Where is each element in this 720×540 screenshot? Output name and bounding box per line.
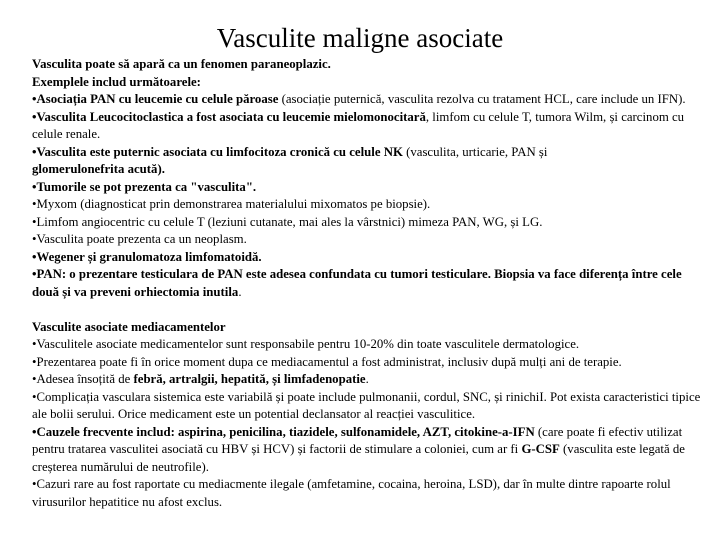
bullet-item: •Vasculita este puternic asociata cu limfocitoza cronică cu celule NK (vasculita, urticarie, PAN și glomerulonefrita acută). (32, 144, 548, 176)
bullet-item: •PAN: o prezentare testiculara de PAN este adesea confundata cu tumori testiculare. Biopsia va face diferența între cele două și va preveni orhiectomia inutila. (32, 267, 682, 299)
intro-line: Exemplele includ următoarele: (32, 74, 201, 89)
bullet-item: •Wegener și granulomatoza limfomatoidă. (32, 249, 262, 264)
bullet-item: •Adesea însoțită de febră, artralgii, hepatită, și limfadenopatie. (32, 372, 369, 386)
bullet-item: •Vasculita poate prezenta ca un neoplasm. (32, 232, 247, 246)
intro-line: Vasculita poate să apară ca un fenomen paraneoplazic. (32, 57, 331, 71)
section-heading: Vasculite asociate mediacamentelor (32, 319, 226, 334)
bullet-item: •Myxom (diagnosticat prin demonstrarea materialului mixomatos pe biopsie). (32, 197, 431, 211)
bullet-item: •Cazuri rare au fost raportate cu mediacmente ilegale (amfetamine, cocaina, heroina, LSD), dar în multe dintre rapoarte rolul virusurilor hepatitice nu afost exclus. (32, 477, 671, 509)
bullet-item: •Vasculita Leucocitoclastica a fost asociata cu leucemie mielomonocitară, limfom cu celule T, tumora Wilm, și carcinom cu celule renale. (32, 109, 685, 141)
bullet-item: •Asociația PAN cu leucemie cu celule păroase (asociație puternică, vasculita rezolva cu tratament HCL, care include un IFN). (32, 92, 686, 106)
bullet-item: •Cauzele frecvente includ: aspirina, penicilina, tiazidele, sulfonamidele, AZT, citokine-a-IFN (care poate fi efectiv utilizat pentru tratarea vasculitei asociată cu HBV și HCV) și factorii de stimulare a coloniei, cum ar fi G-CSF (vasculita este legată de creșterea numărului de neutrofile). (32, 424, 685, 474)
slide-body (32, 56, 704, 511)
section-gap (32, 301, 704, 319)
bullet-item: •Vasculitele asociate medicamentelor sunt responsabile pentru 10-20% din toate vasculitele dermatologice. (32, 337, 580, 351)
bullet-item: •Prezentarea poate fi în orice moment dupa ce mediacamentul a fost administrat, inclusiv după mulți ani de terapie. (32, 354, 622, 369)
bullet-item: •Complicația vasculara sistemica este variabilă și poate include pulmonanii, cordul, SNC, și rinichiI. Pot exista caracteristici tipice ale bolii serului. Orice medicament este un potential declansator al reacției vasculitice. (32, 389, 701, 421)
bullet-item: •Limfom angiocentric cu celule T (leziuni cutanate, mai ales la vârstnici) mimeza PAN, WG, și LG. (32, 214, 543, 229)
slide-title: Vasculite maligne asociate (216, 23, 504, 53)
bullet-item: •Tumorile se pot prezenta ca "vasculita". (32, 179, 257, 194)
